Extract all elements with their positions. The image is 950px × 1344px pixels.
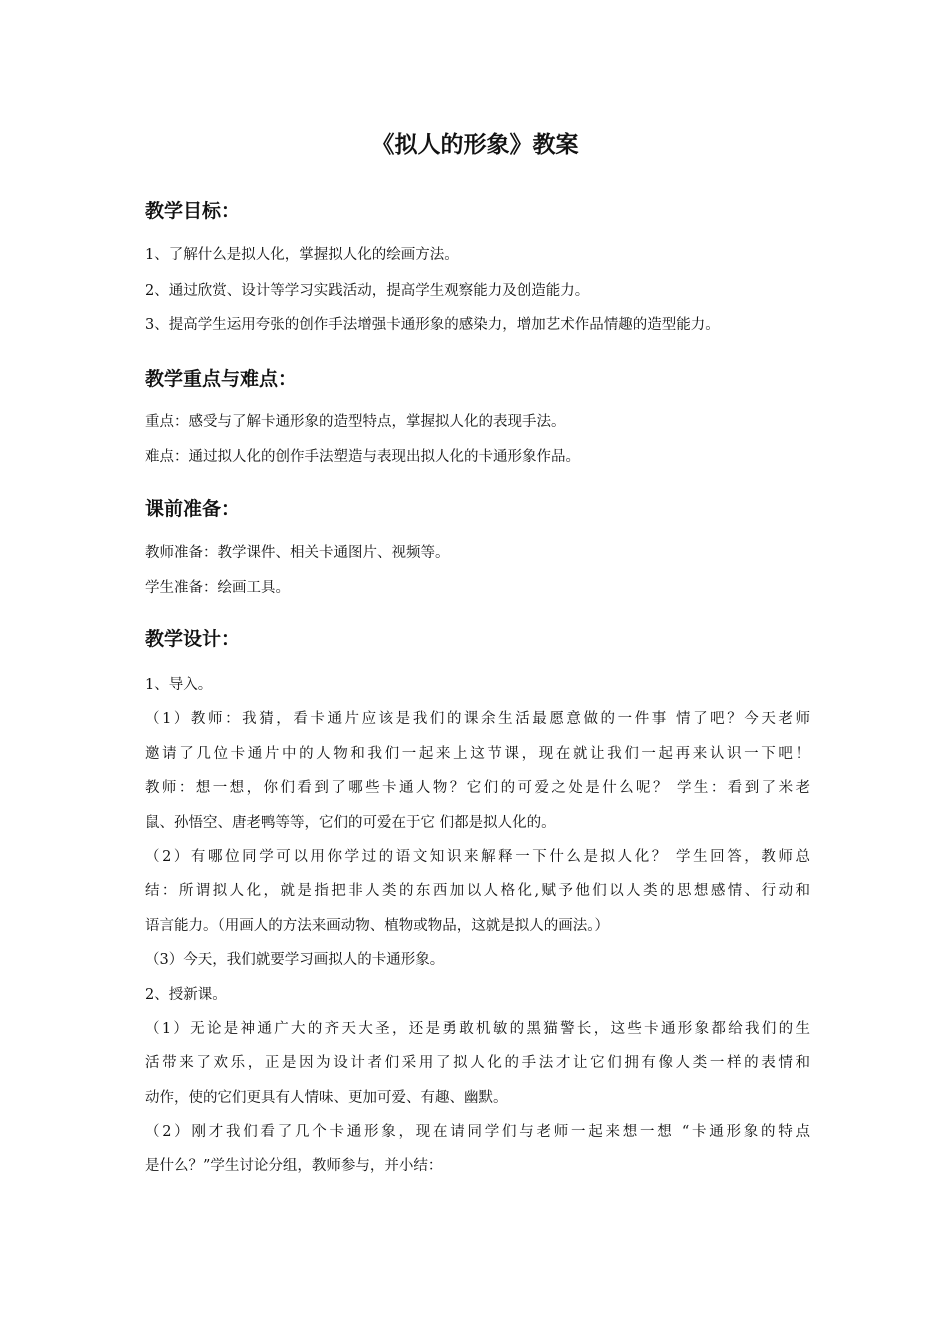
preparation-item: 学生准备：绘画工具。 [145, 580, 290, 596]
objective-item: 3、提高学生运用夸张的创作手法增强卡通形象的感染力，增加艺术作品情趣的造型能力。 [145, 317, 720, 333]
key-point-item: 难点：通过拟人化的创作手法塑造与表现出拟人化的卡通形象作品。 [145, 449, 580, 465]
design-line: （1）无论是神通广大的齐天大圣，还是勇敢机敏的黑猫警长，这些卡通形象都给我们的生 [145, 1020, 810, 1037]
design-line: （2）刚才我们看了几个卡通形象，现在请同学们与老师一起来想一想 “卡通形象的特点 [145, 1124, 810, 1141]
preparation-heading: 课前准备： [145, 498, 241, 520]
design-line: （1）教师：我猜，看卡通片应该是我们的课余生活最愿意做的一件事 情了吧？今天老师 [145, 711, 810, 728]
design-line: （3）今天，我们就要学习画拟人的卡通形象。 [145, 952, 445, 969]
design-line: 结：所谓拟人化，就是指把非人类的东西加以人格化,赋予他们以人类的思想感情、行动和 [145, 883, 810, 900]
design-line: 活带来了欢乐，正是因为设计者们采用了拟人化的手法才让它们拥有像人类一样的表情和 [145, 1055, 810, 1072]
design-line: 语言能力。（用画人的方法来画动物、植物或物品，这就是拟人的画法。） [145, 917, 609, 934]
objective-item: 2、通过欣赏、设计等学习实践活动，提高学生观察能力及创造能力。 [145, 283, 590, 299]
design-line: （2）有哪位同学可以用你学过的语文知识来解释一下什么是拟人化？ 学生回答，教师总 [145, 848, 810, 865]
preparation-item: 教师准备：教学课件、相关卡通图片、视频等。 [145, 545, 450, 561]
design-line: 教师：想一想，你们看到了哪些卡通人物？它们的可爱之处是什么呢？ 学生：看到了米老 [145, 780, 810, 797]
design-line: 鼠、孙悟空、唐老鸭等等，它们的可爱在于它 们都是拟人化的。 [145, 814, 556, 831]
key-points-heading: 教学重点与难点： [145, 368, 298, 390]
design-line: 动作，使的它们更具有人情味、更加可爱、有趣、幽默。 [145, 1089, 508, 1106]
design-heading: 教学设计： [145, 628, 241, 650]
design-line: 2、授新课。 [145, 986, 227, 1003]
design-line: 是什么？”学生讨论分组，教师参与，并小结： [145, 1158, 443, 1175]
objective-item: 1、了解什么是拟人化，掌握拟人化的绘画方法。 [145, 247, 459, 263]
design-line: 邀请了几位卡通片中的人物和我们一起来上这节课，现在就让我们一起再来认识一下吧！ [145, 745, 810, 762]
document-title: 《拟人的形象》教案 [371, 132, 579, 158]
key-point-item: 重点：感受与了解卡通形象的造型特点，掌握拟人化的表现手法。 [145, 414, 566, 430]
design-line: 1、导入。 [145, 677, 213, 693]
design-body [145, 668, 810, 1184]
objectives-heading: 教学目标： [145, 200, 241, 222]
